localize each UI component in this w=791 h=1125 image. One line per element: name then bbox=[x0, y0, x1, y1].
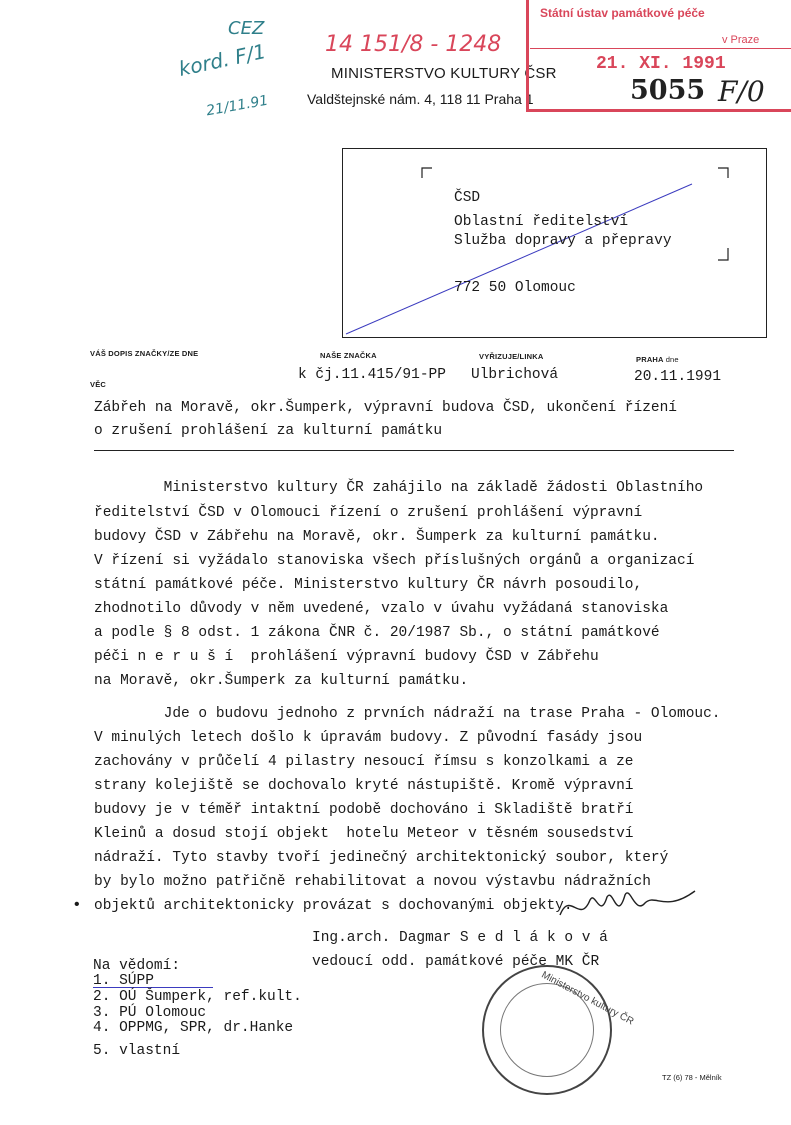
handwritten-date: 21/11.91 bbox=[205, 92, 270, 120]
ministry-name: MINISTERSTVO KULTURY ČSR bbox=[331, 65, 557, 82]
paragraph-2-line: nádraží. Tyto stavby tvoří jedinečný architektonický soubor, který bbox=[94, 850, 669, 866]
recipient-line: 772 50 Olomouc bbox=[454, 280, 576, 296]
stamp-divider bbox=[530, 48, 791, 49]
stamp-city: v Praze bbox=[722, 34, 760, 46]
corner-mark-tr bbox=[718, 168, 728, 178]
signatory-name: Ing.arch. Dagmar S e d l á k o v á bbox=[312, 930, 608, 946]
paragraph-2-line: by bylo možno patřičně rehabilitovat a novou výstavbu nádražních bbox=[94, 874, 651, 890]
subject-line-2: o zrušení prohlášení za kulturní památku bbox=[94, 423, 443, 439]
distribution-item: 2. OÚ Šumperk, ref.kult. bbox=[93, 989, 302, 1005]
place-name: PRAHA bbox=[636, 355, 664, 364]
paragraph-1-line: zhodnotilo důvody v něm uvedené, vzalo v úvahu vyžádaná stanoviska bbox=[94, 601, 669, 617]
diagonal-pen-line bbox=[346, 184, 692, 334]
stamp-title: Státní ústav památkové péče bbox=[540, 6, 705, 20]
paragraph-1-line: péči n e r u š í prohlášení výpravní budovy ČSD v Zábřehu bbox=[94, 649, 599, 665]
handwritten-code-2: kord. F/1 bbox=[176, 39, 268, 81]
subject-line-1: Zábřeh na Moravě, okr.Šumperk, výpravní budova ČSD, ukončení řízení bbox=[94, 400, 677, 416]
print-code: TZ (6) 78 - Mělník bbox=[662, 1073, 722, 1082]
corner-mark-br bbox=[718, 248, 728, 260]
corner-mark-tl bbox=[422, 168, 432, 178]
paragraph-1-line: Ministerstvo kultury ČR zahájilo na základě žádosti Oblastního bbox=[94, 480, 704, 496]
paragraph-2-line: Jde o budovu jednoho z prvních nádraží na trase Praha - Olomouc. bbox=[94, 706, 721, 722]
stamp-suffix: F/0 bbox=[718, 75, 765, 108]
recipient-line: Služba dopravy a přepravy bbox=[454, 233, 672, 249]
paragraph-1-line: a podle § 8 odst. 1 zákona ČNR č. 20/1987 Sb., o státní památkové bbox=[94, 625, 660, 641]
round-stamp-text: Ministerstvo kultury ČR bbox=[539, 969, 636, 1028]
stamp-number: 5055 bbox=[630, 75, 706, 106]
contact-label: VYŘIZUJE/LINKA bbox=[479, 352, 544, 361]
your-ref-label: VÁŠ DOPIS ZNAČKY/ZE DNE bbox=[90, 349, 199, 358]
paragraph-2-line: zachovány v průčelí 4 pilastry nesoucí římsu s konzolkami a ze bbox=[94, 754, 634, 770]
paragraph-1-line: na Moravě, okr.Šumperk za kulturní památku. bbox=[94, 673, 469, 689]
ministry-address: Valdštejnské nám. 4, 118 11 Praha 1 bbox=[307, 91, 534, 107]
contact-value: Ulbrichová bbox=[471, 367, 559, 383]
handwritten-code-1: CEZ bbox=[228, 18, 265, 39]
recipient-line: Oblastní ředitelství bbox=[454, 214, 629, 230]
paragraph-1-line: státní památkové péče. Ministerstvo kultury ČR návrh posoudilo, bbox=[94, 577, 643, 593]
paragraph-1-line: V řízení si vyžádalo stanoviska všech příslušných orgánů a organizací bbox=[94, 553, 695, 569]
distribution-item: 4. OPPMG, SPR, dr.Hanke bbox=[93, 1020, 294, 1036]
recipient-line: ČSD bbox=[454, 190, 481, 206]
stamp-date: 21. XI. 1991 bbox=[596, 54, 726, 74]
paragraph-2-line: objektů architektonicky provázat s dochovanými objekty. bbox=[94, 898, 573, 914]
subject-label: VĚC bbox=[90, 380, 107, 389]
paragraph-2-line: V minulých letech došlo k úpravám budovy. Z původní fasády jsou bbox=[94, 730, 643, 746]
paragraph-2-line: budovy je v téměř intaktní podobě dochováno i Skladiště bratří bbox=[94, 802, 634, 818]
distribution-item: 5. vlastní bbox=[93, 1043, 181, 1059]
our-ref-label: NAŠE ZNAČKA bbox=[320, 351, 377, 360]
distribution-item: 3. PÚ Olomouc bbox=[93, 1005, 207, 1021]
paragraph-1-line: ředitelství ČSD v Olomouci řízení o zrušení prohlášení výpravní bbox=[94, 505, 643, 521]
distribution-label: Na vědomí: bbox=[93, 958, 181, 974]
margin-dot: • bbox=[72, 896, 82, 914]
date-value: 20.11.1991 bbox=[634, 369, 722, 385]
our-ref-value: k čj.11.415/91-PP bbox=[298, 367, 446, 383]
signatory-title: vedoucí odd. památkové péče MK ČR bbox=[312, 954, 600, 970]
paragraph-2-line: Kleinů a dosud stojí objekt hotelu Meteor v těsném sousedství bbox=[94, 826, 634, 842]
distribution-underline bbox=[93, 987, 213, 988]
handwritten-signature bbox=[555, 885, 705, 930]
distribution-item: 1. SÚPP bbox=[93, 973, 154, 989]
paragraph-1-line: budovy ČSD v Zábřehu na Moravě, okr. Šumperk za kulturní památku. bbox=[94, 529, 660, 545]
place-label bbox=[636, 355, 679, 364]
paragraph-2-line: strany kolejiště se dochovalo kryté nástupiště. Kromě výpravní bbox=[94, 778, 634, 794]
handwritten-reference: 14 151/8 - 1248 bbox=[325, 32, 502, 57]
date-label: dne bbox=[665, 355, 679, 364]
subject-underline bbox=[94, 450, 734, 451]
